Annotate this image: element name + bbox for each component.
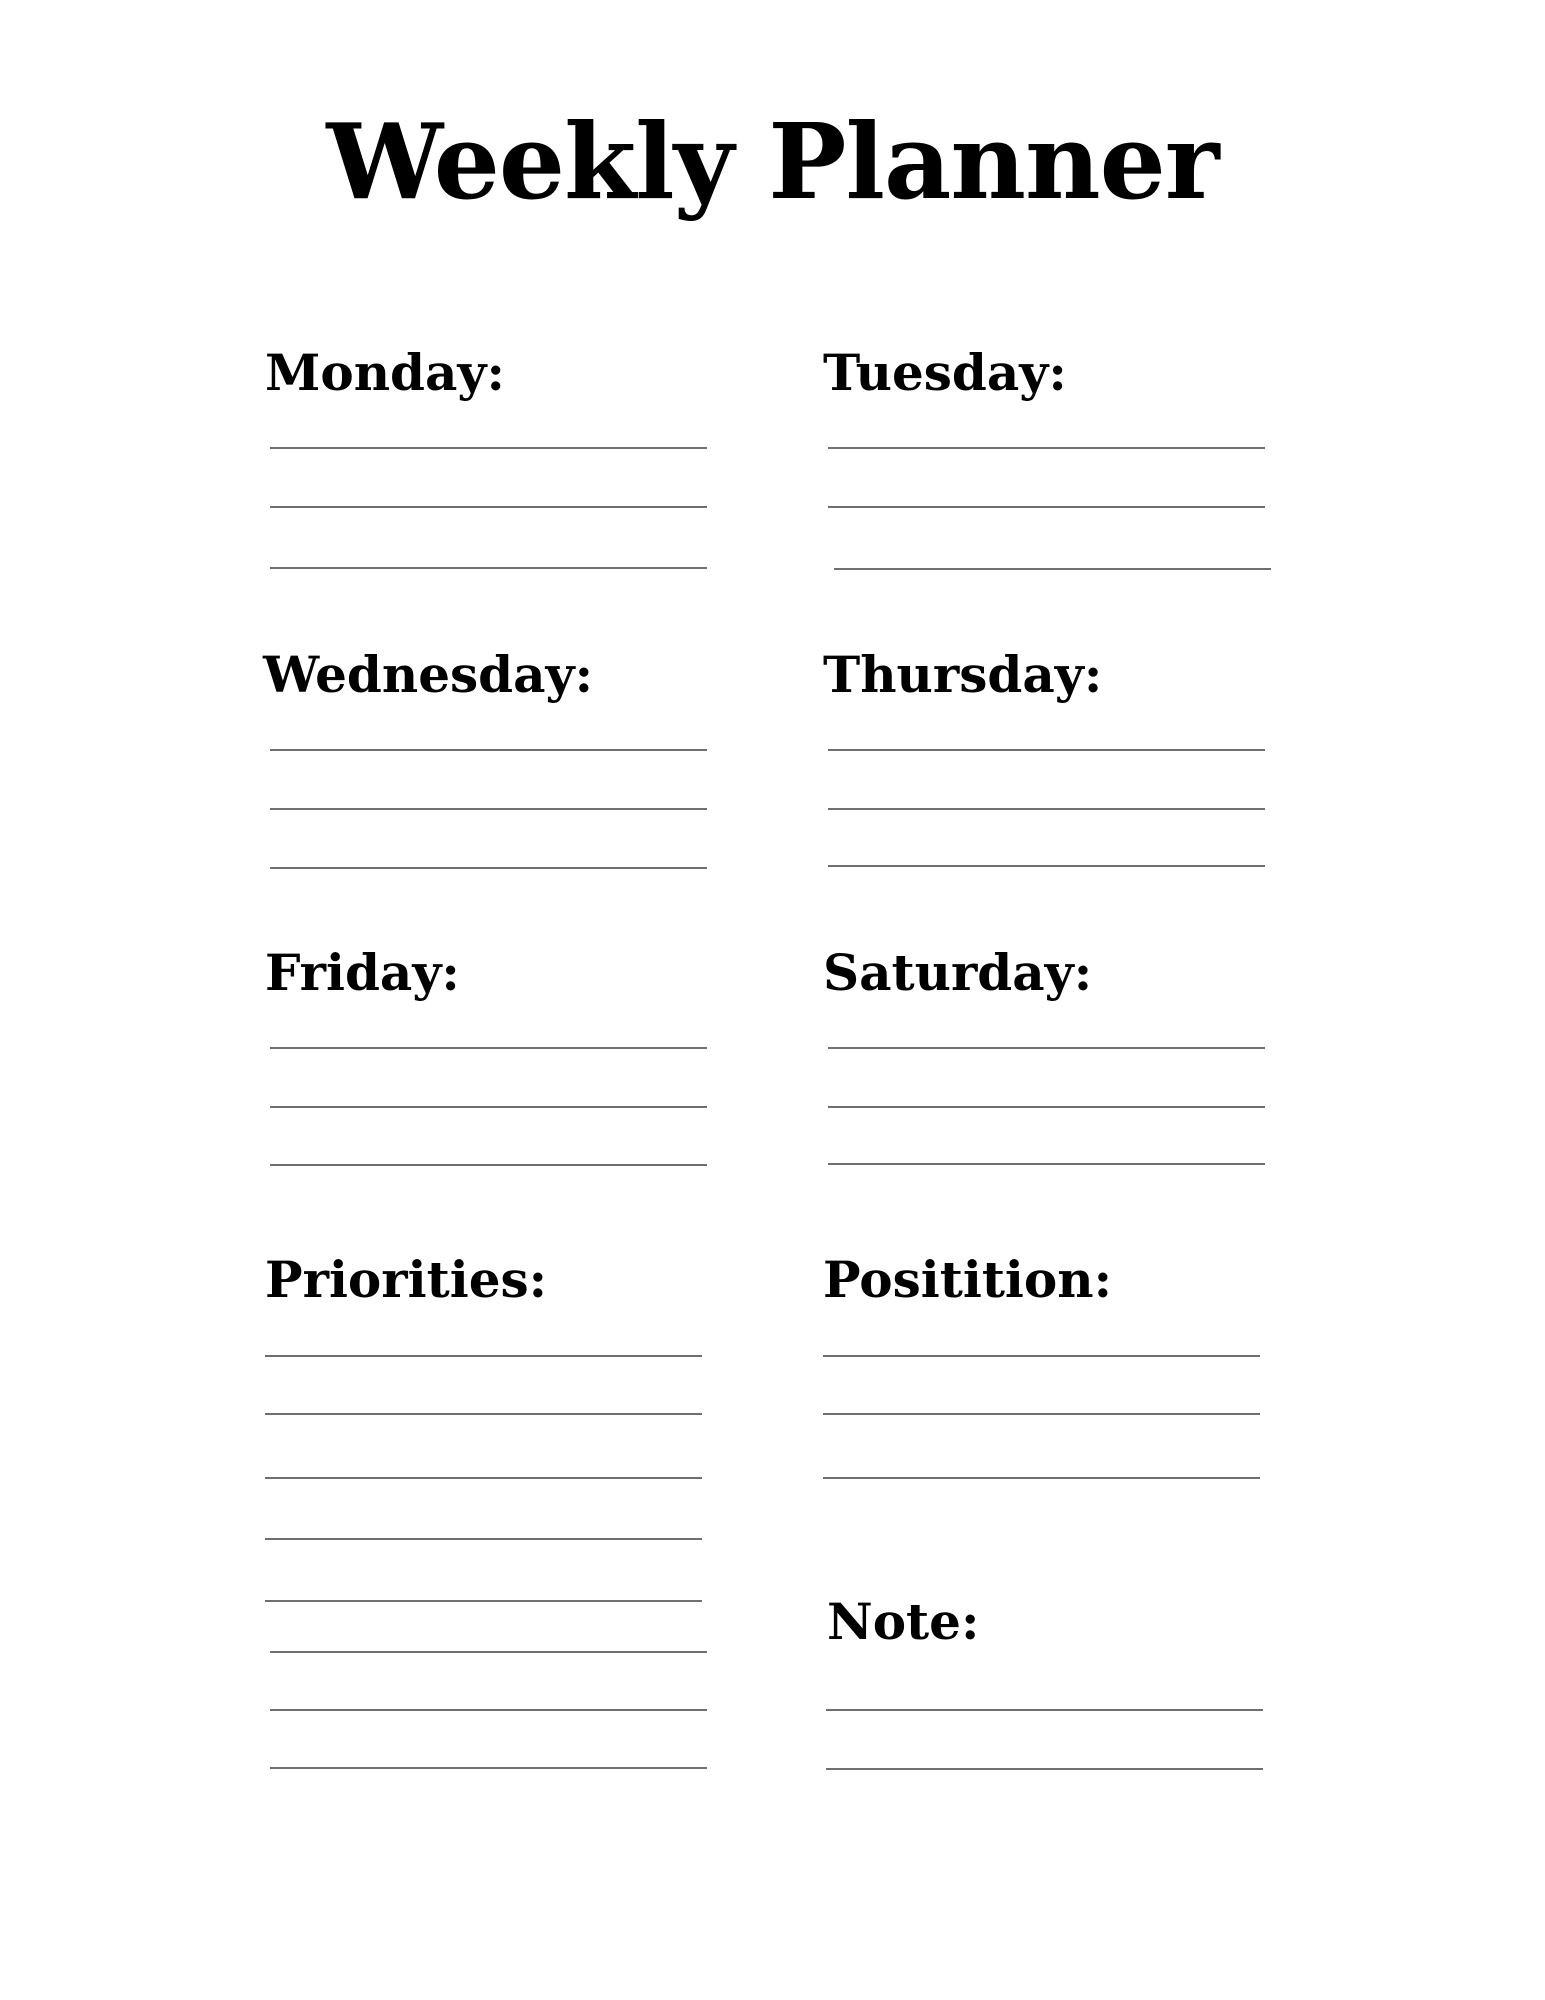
saturday-line[interactable] [828,1163,1265,1165]
priorities-line[interactable] [265,1477,702,1479]
priorities-line[interactable] [265,1355,702,1357]
thursday-line[interactable] [828,808,1265,810]
positition-line[interactable] [823,1355,1260,1357]
page-title: Weekly Planner [326,100,1219,223]
tuesday-line[interactable] [834,568,1271,570]
wednesday-line[interactable] [270,749,707,751]
friday-line[interactable] [270,1164,707,1166]
positition-line[interactable] [823,1413,1260,1415]
saturday-line[interactable] [828,1106,1265,1108]
positition-label: Positition: [823,1250,1113,1309]
note-label: Note: [827,1592,980,1651]
priorities-line[interactable] [270,1651,707,1653]
wednesday-line[interactable] [270,808,707,810]
priorities-line[interactable] [265,1538,702,1540]
friday-label: Friday: [265,943,460,1002]
monday-line[interactable] [270,567,707,569]
monday-line[interactable] [270,447,707,449]
thursday-line[interactable] [828,865,1265,867]
saturday-label: Saturday: [823,943,1093,1002]
friday-line[interactable] [270,1047,707,1049]
wednesday-line[interactable] [270,867,707,869]
tuesday-line[interactable] [828,447,1265,449]
priorities-label: Priorities: [265,1250,548,1309]
tuesday-label: Tuesday: [823,343,1067,402]
tuesday-line[interactable] [828,506,1265,508]
positition-line[interactable] [823,1477,1260,1479]
monday-label: Monday: [265,343,505,402]
note-line[interactable] [826,1768,1263,1770]
wednesday-label: Wednesday: [263,645,594,704]
saturday-line[interactable] [828,1047,1265,1049]
thursday-label: Thursday: [823,645,1103,704]
priorities-line[interactable] [270,1767,707,1769]
thursday-line[interactable] [828,749,1265,751]
monday-line[interactable] [270,506,707,508]
priorities-line[interactable] [265,1413,702,1415]
note-line[interactable] [826,1709,1263,1711]
priorities-line[interactable] [270,1709,707,1711]
priorities-line[interactable] [265,1600,702,1602]
friday-line[interactable] [270,1106,707,1108]
